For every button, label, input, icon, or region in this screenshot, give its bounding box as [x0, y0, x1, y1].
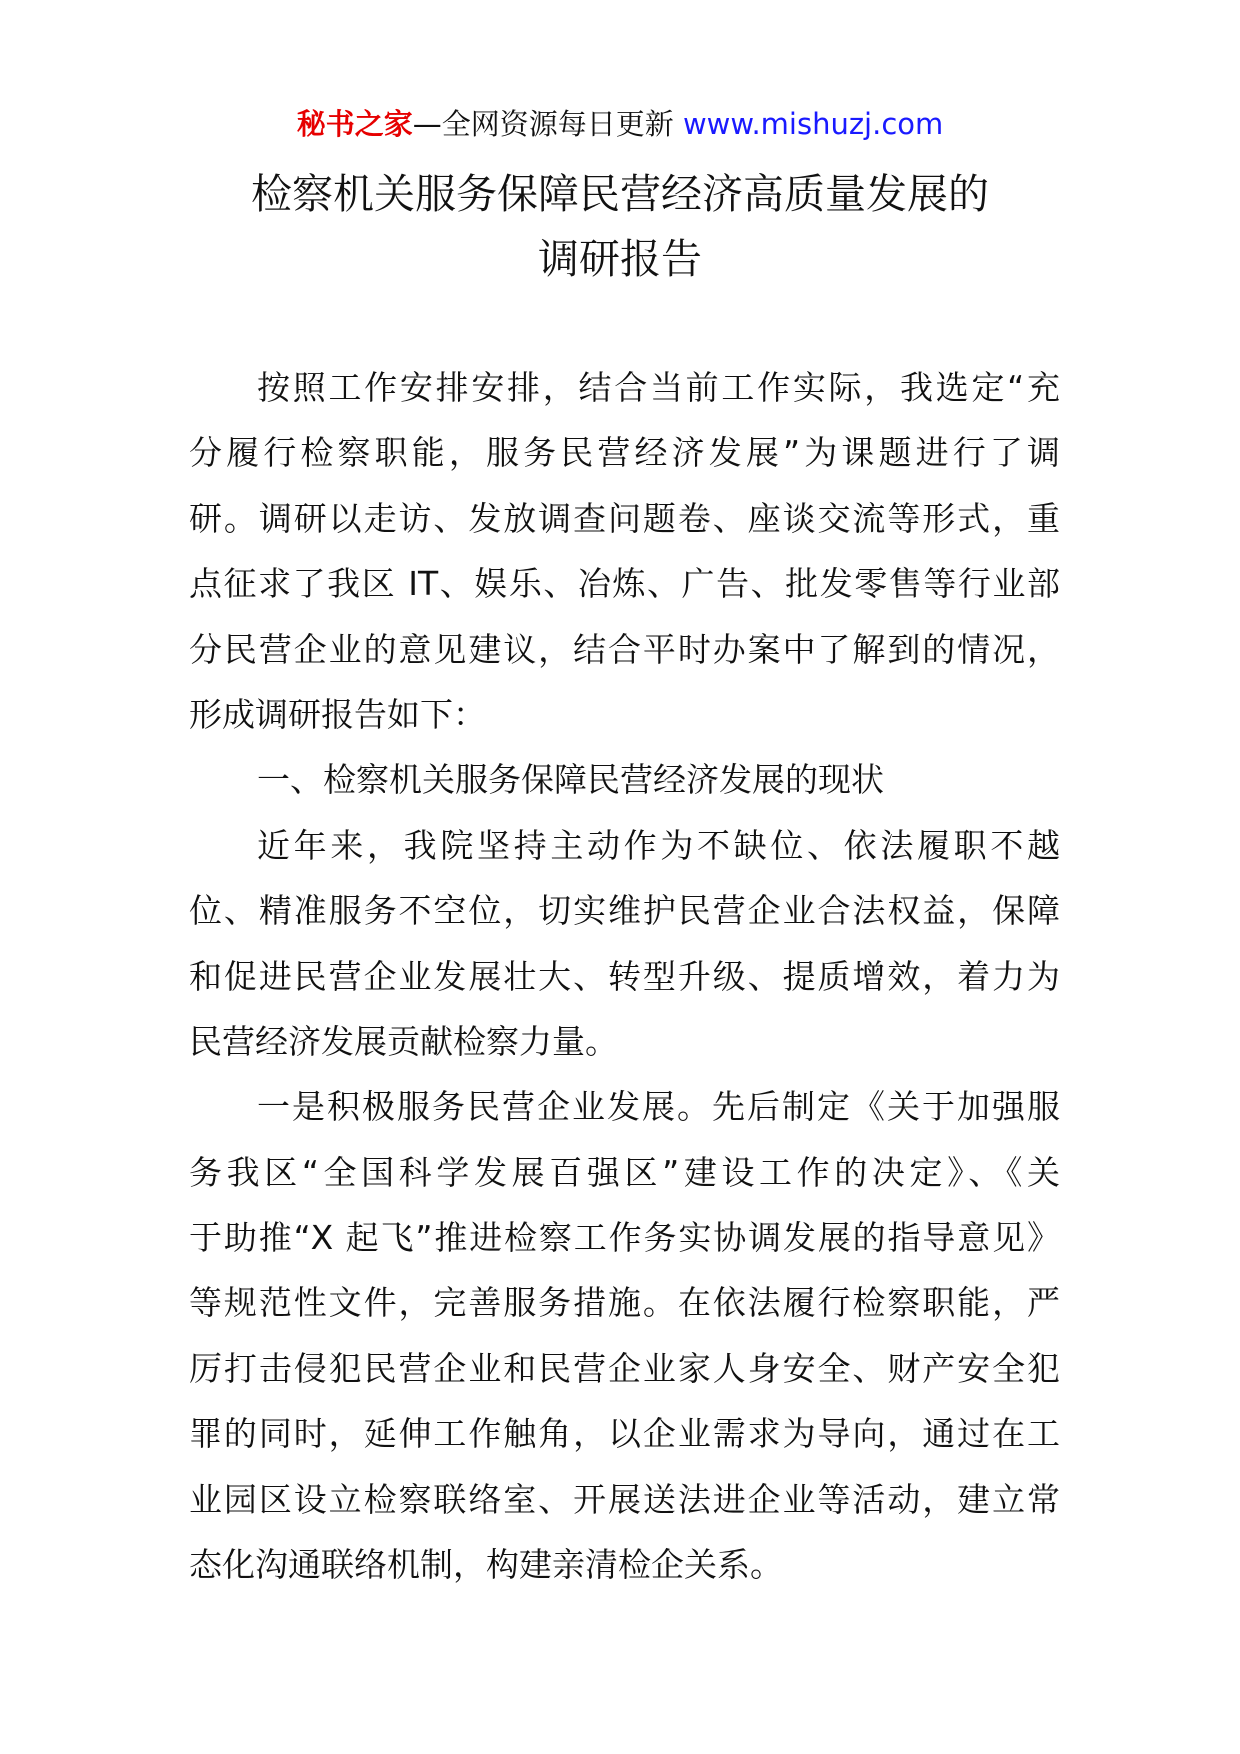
brand-name: 秘书之家	[296, 107, 413, 141]
banner-tagline: —全网资源每日更新	[412, 107, 674, 141]
body-line: 分民营企业的意见建议，结合平时办案中了解到的情况，	[189, 629, 1060, 669]
document-body	[189, 355, 1060, 1597]
body-line: 分履行检察职能，服务民营经济发展”为课题进行了调	[189, 433, 1060, 473]
body-line: 务我区“全国科学发展百强区”建设工作的决定》、《关	[189, 1152, 1060, 1192]
body-line: 态化沟通联络机制，构建亲清检企关系。	[189, 1545, 783, 1585]
body-line: 厉打击侵犯民营企业和民营企业家人身安全、财产安全犯	[189, 1348, 1060, 1388]
document-title-line-2: 调研报告	[538, 235, 702, 283]
site-banner	[0, 104, 1240, 144]
body-line: 按照工作安排安排，结合当前工作实际，我选定“充	[257, 368, 1060, 407]
body-line: 形成调研报告如下：	[189, 694, 486, 734]
site-url-link[interactable]: www.mishuzj.com	[682, 107, 944, 141]
body-line: 于助推“X 起飞”推进检察工作务实协调发展的指导意见》	[189, 1218, 1060, 1258]
body-line: 一是积极服务民营企业发展。先后制定《关于加强服	[257, 1087, 1060, 1127]
body-line: 位、精准服务不空位，切实维护民营企业合法权益，保障	[189, 891, 1060, 931]
document-title-line-1: 检察机关服务保障民营经济高质量发展的	[251, 170, 989, 218]
body-line: 和促进民营企业发展壮大、转型升级、提质增效，着力为	[189, 956, 1060, 996]
body-line: 民营经济发展贡献检察力量。	[189, 1021, 618, 1061]
body-line: 近年来，我院坚持主动作为不缺位、依法履职不越	[257, 825, 1060, 865]
body-line: 研。调研以走访、发放调查问题卷、座谈交流等形式，重	[189, 498, 1060, 538]
body-line: 业园区设立检察联络室、开展送法进企业等活动，建立常	[189, 1479, 1060, 1519]
body-line: 点征求了我区 IT、娱乐、冶炼、广告、批发零售等行业部	[189, 564, 1060, 604]
section-heading: 一、检察机关服务保障民营经济发展的现状	[257, 760, 884, 800]
body-line: 罪的同时，延伸工作触角，以企业需求为导向，通过在工	[189, 1414, 1060, 1454]
body-line: 等规范性文件，完善服务措施。在依法履行检察职能，严	[189, 1283, 1060, 1323]
